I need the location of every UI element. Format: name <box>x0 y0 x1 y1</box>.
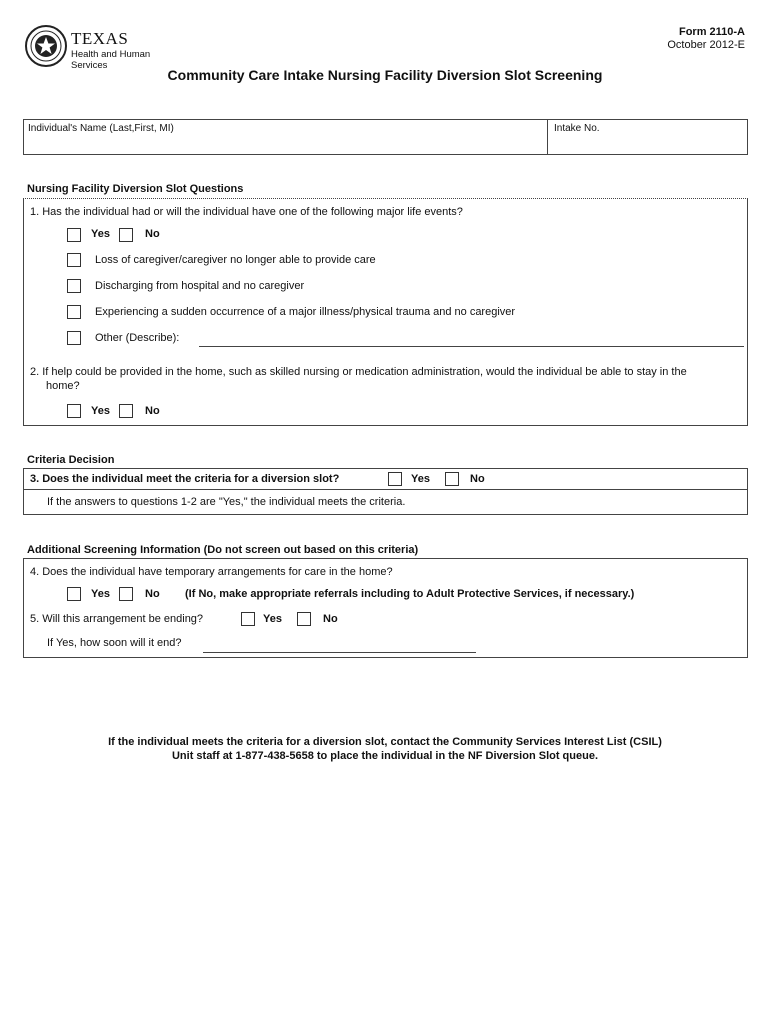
q1-option-hospital-checkbox[interactable] <box>67 279 81 293</box>
footer-instruction-line2: Unit staff at 1-877-438-5658 to place the individual in the NF Diversion Slot queue. <box>171 750 599 762</box>
criteria-heading: Criteria Decision <box>27 454 115 466</box>
q5-followup-label: If Yes, how soon will it end? <box>47 637 182 649</box>
q1-option-other-label: Other (Describe): <box>95 332 180 344</box>
q1-option-illness-checkbox[interactable] <box>67 305 81 319</box>
intake-number-field[interactable] <box>548 120 747 154</box>
logo-agency-line2: Services <box>71 60 108 71</box>
logo-state-name: TEXAS <box>71 29 129 48</box>
name-field[interactable] <box>24 120 547 154</box>
q1-no-checkbox[interactable] <box>119 228 133 242</box>
page-title: Community Care Intake Nursing Facility Diversion Slot Screening <box>167 67 603 83</box>
q1-option-illness-label: Experiencing a sudden occurrence of a major illness/physical trauma and no caregiver <box>95 306 516 318</box>
footer-instruction-line1: If the individual meets the criteria for a diversion slot, contact the Community Services Interest List (CSIL) <box>108 736 662 748</box>
q1-text: 1. Has the individual had or will the individual have one of the following major life events? <box>30 206 463 218</box>
q3-yes-checkbox[interactable] <box>388 472 402 486</box>
q4-note: (If No, make appropriate referrals including to Adult Protective Services, if necessary.) <box>185 588 635 600</box>
q1-other-describe-input[interactable] <box>199 346 744 347</box>
q5-text: 5. Will this arrangement be ending? <box>30 613 204 625</box>
q5-no-label: No <box>323 613 338 625</box>
identity-box <box>23 119 748 155</box>
criteria-divider <box>24 489 747 490</box>
form-date: October 2012-E <box>667 39 745 51</box>
q3-note: If the answers to questions 1-2 are "Yes," the individual meets the criteria. <box>47 496 406 508</box>
q1-option-other-checkbox[interactable] <box>67 331 81 345</box>
q3-text: 3. Does the individual meet the criteria for a diversion slot? <box>30 473 340 485</box>
q1-yes-label: Yes <box>91 228 110 240</box>
q1-yes-checkbox[interactable] <box>67 228 81 242</box>
q5-no-checkbox[interactable] <box>297 612 311 626</box>
q1-option-caregiver-checkbox[interactable] <box>67 253 81 267</box>
form-number: Form 2110-A <box>678 26 745 38</box>
q1-option-hospital-label: Discharging from hospital and no caregiver <box>95 280 305 292</box>
agency-logo <box>24 24 154 72</box>
q3-yes-label: Yes <box>411 473 430 485</box>
logo-agency-line1: Health and Human <box>71 49 151 60</box>
q1-no-label: No <box>145 228 160 240</box>
q2-text-line1: 2. If help could be provided in the home, such as skilled nursing or medication administration, would the individual be able to stay in the <box>30 366 687 378</box>
q2-yes-label: Yes <box>91 405 110 417</box>
q4-yes-checkbox[interactable] <box>67 587 81 601</box>
additional-heading: Additional Screening Information (Do not screen out based on this criteria) <box>27 544 419 556</box>
q2-no-checkbox[interactable] <box>119 404 133 418</box>
q4-yes-label: Yes <box>91 588 110 600</box>
questions-heading: Nursing Facility Diversion Slot Questions <box>27 183 244 195</box>
q5-yes-checkbox[interactable] <box>241 612 255 626</box>
name-label: Individual's Name (Last,First, MI) <box>28 123 174 134</box>
q2-no-label: No <box>145 405 160 417</box>
q2-yes-checkbox[interactable] <box>67 404 81 418</box>
q5-end-date-input[interactable] <box>203 652 476 653</box>
q4-no-label: No <box>145 588 160 600</box>
state-seal-icon <box>24 24 68 68</box>
q4-text: 4. Does the individual have temporary arrangements for care in the home? <box>30 566 393 578</box>
q3-no-checkbox[interactable] <box>445 472 459 486</box>
intake-number-label: Intake No. <box>554 123 600 134</box>
q1-option-caregiver-label: Loss of caregiver/caregiver no longer able to provide care <box>95 254 376 266</box>
q2-text-line2: home? <box>46 380 80 392</box>
q4-no-checkbox[interactable] <box>119 587 133 601</box>
q3-no-label: No <box>470 473 485 485</box>
q5-yes-label: Yes <box>263 613 282 625</box>
